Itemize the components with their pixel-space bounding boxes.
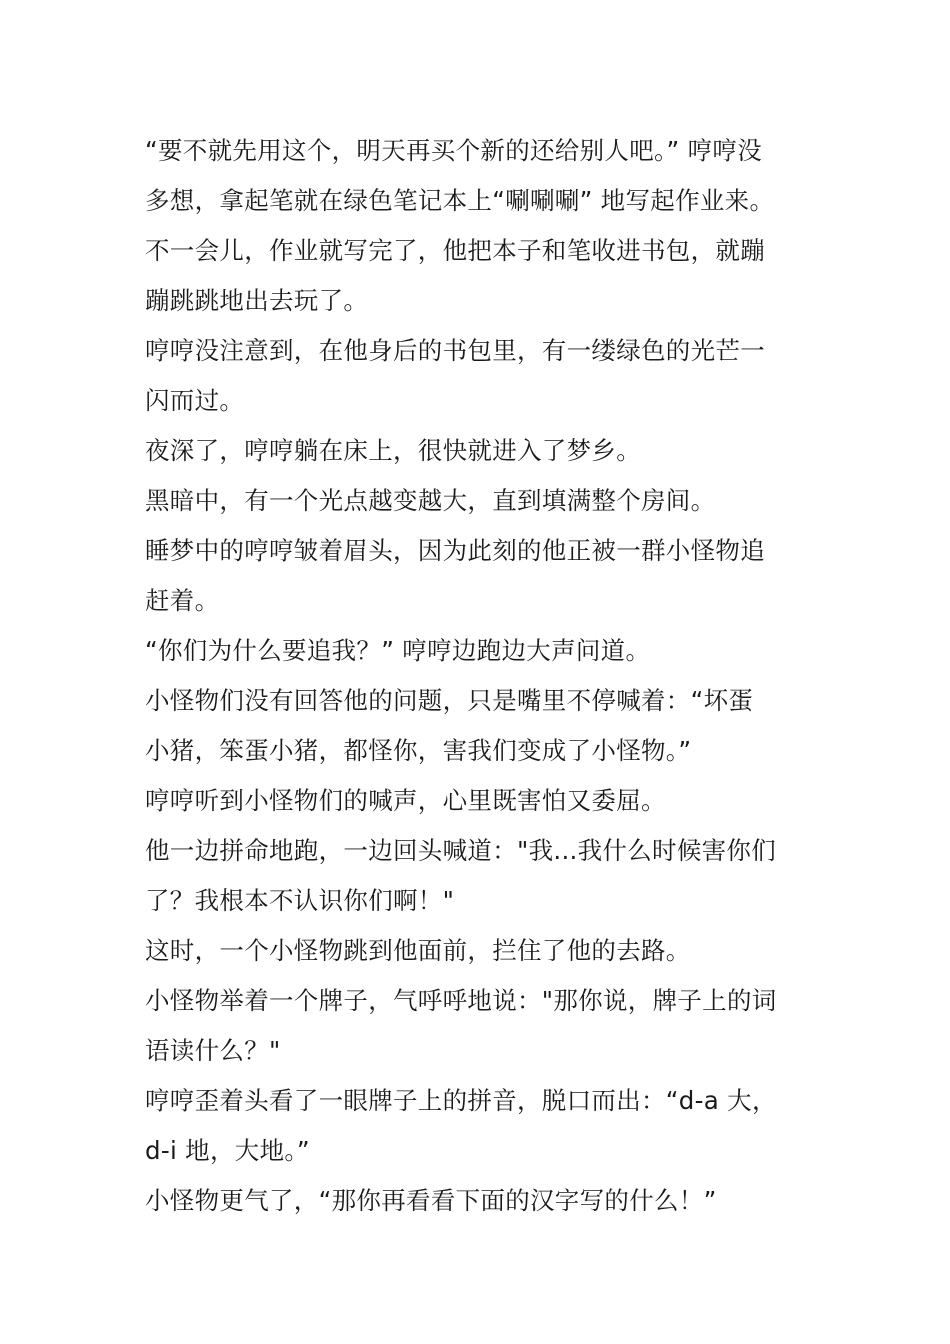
paragraph: 小怪物们没有回答他的问题，只是嘴里不停喊着：“坏蛋 小猪，笨蛋小猪，都怪你，害我们变成了小怪物。” [145, 686, 754, 765]
paragraph: 小怪物举着一个牌子，气呼呼地说："那你说，牌子上的词 语读什么？" [145, 986, 777, 1065]
paragraph: “你们为什么要追我？” 哼哼边跑边大声问道。 [145, 636, 651, 665]
story-text [145, 126, 845, 1226]
paragraph: 夜深了，哼哼躺在床上，很快就进入了梦乡。 [145, 436, 641, 465]
paragraph: 黑暗中，有一个光点越变越大，直到填满整个房间。 [145, 486, 716, 515]
paragraph: 睡梦中的哼哼皱着眉头，因为此刻的他正被一群小怪物追 赶着。 [145, 536, 765, 615]
paragraph: 这时，一个小怪物跳到他面前，拦住了他的去路。 [145, 936, 691, 965]
paragraph: 哼哼没注意到，在他身后的书包里，有一缕绿色的光芒一 闪而过。 [145, 336, 765, 415]
paragraph: 他一边拼命地跑，一边回头喊道："我...我什么时候害你们 了？我根本不认识你们啊！" [145, 836, 777, 915]
paragraph: 哼哼歪着头看了一眼牌子上的拼音，脱口而出：“d-a 大， d-i 地，大地。” [145, 1086, 777, 1165]
paragraph: 哼哼听到小怪物们的喊声，心里既害怕又委屈。 [145, 786, 666, 815]
paragraph: 小怪物更气了，“那你再看看下面的汉字写的什么！” [145, 1186, 717, 1215]
paragraph: “要不就先用这个，明天再买个新的还给别人吧。” 哼哼没 多想，拿起笔就在绿色笔记本上“唰唰唰” 地写起作业来。 不一会儿，作业就写完了，他把本子和笔收进书包，就蹦 蹦跳跳地出去玩了。 [145, 136, 775, 315]
